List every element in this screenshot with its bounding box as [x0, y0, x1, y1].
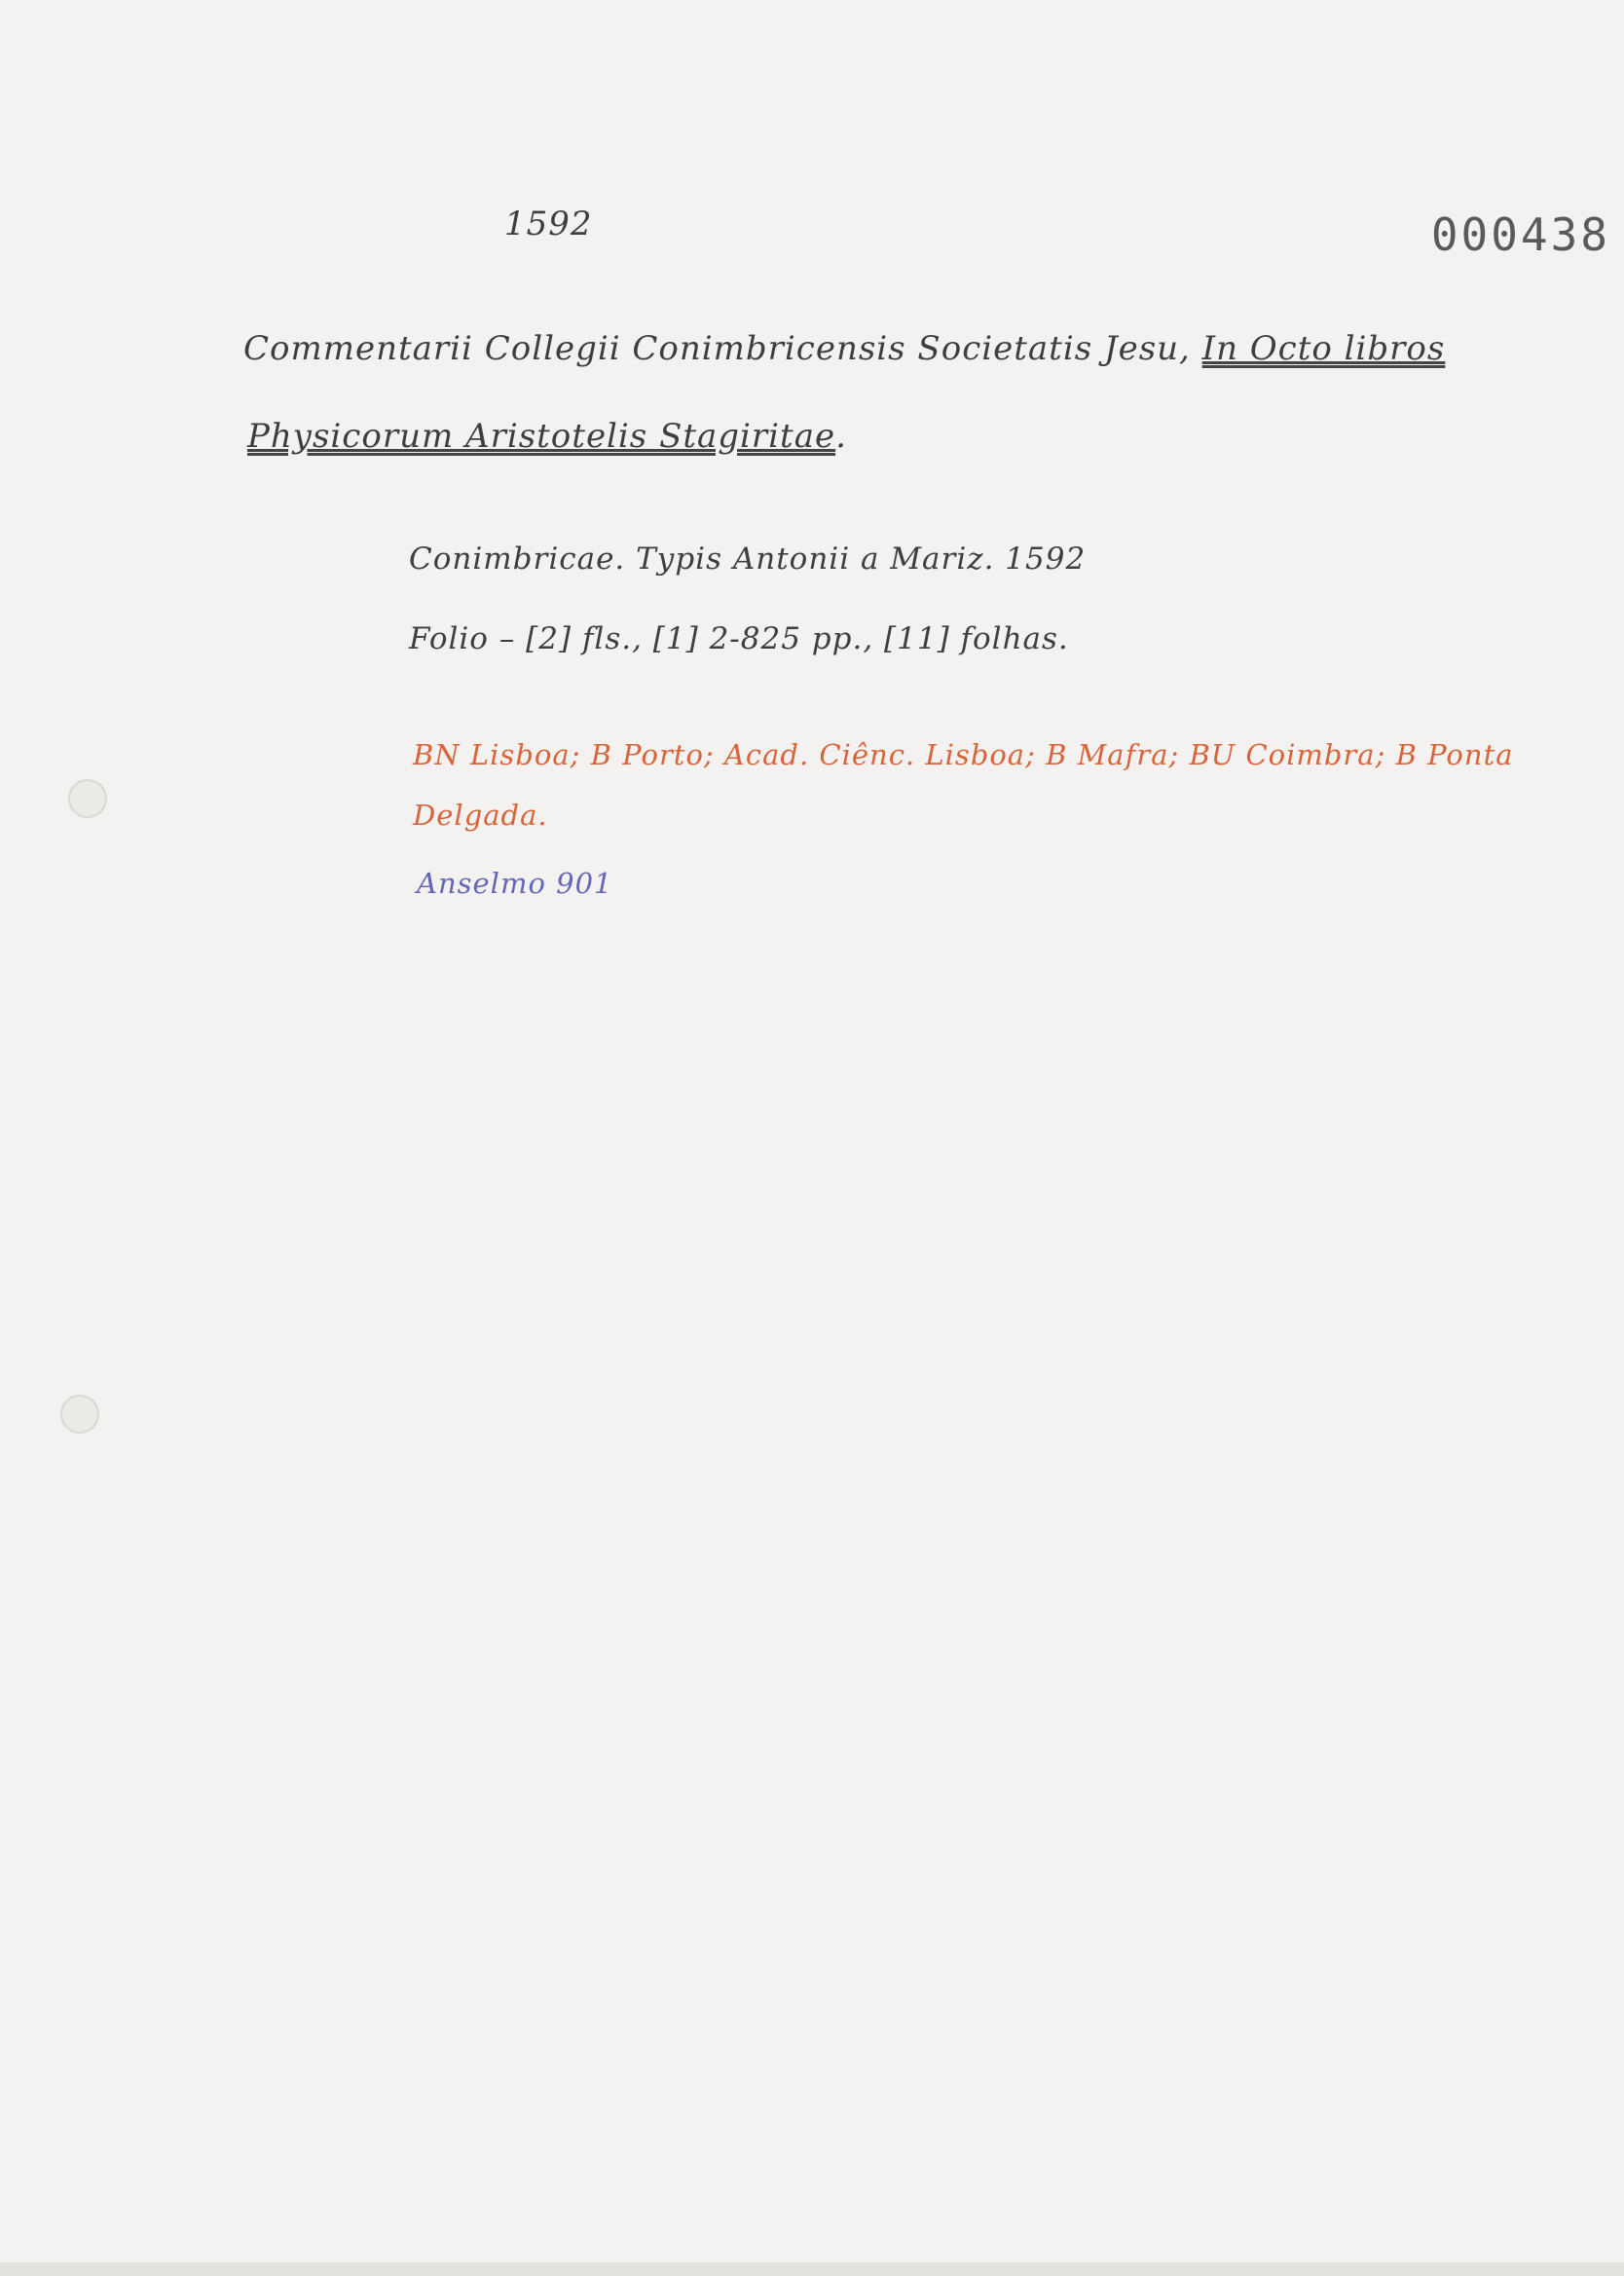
title-line-1: [243, 329, 1445, 368]
record-number: 000438: [1430, 208, 1610, 261]
title-text: Commentarii Collegii Conimbricensis Societatis Jesu,: [243, 329, 1202, 368]
title-text: .: [835, 417, 847, 456]
holdings-line-1: BN Lisboa; B Porto; Acad. Ciênc. Lisboa; B Mafra; BU Coimbra; B Ponta: [413, 738, 1514, 771]
imprint-line: Conimbricae. Typis Antonii a Mariz. 1592: [409, 541, 1087, 577]
holdings-line-2: Delgada.: [413, 799, 548, 832]
title-underlined-text: Physicorum Aristotelis Stagiritae: [247, 417, 836, 456]
title-underlined-text: In Octo libros: [1201, 329, 1446, 368]
collation-line: Folio – [2] fls., [1] 2-825 pp., [11] folhas.: [409, 621, 1069, 656]
bibliographic-reference: Anselmo 901: [417, 867, 613, 900]
year-label: 1592: [504, 205, 593, 243]
punch-hole: [60, 1395, 99, 1434]
punch-hole: [68, 779, 107, 818]
title-line-2: [247, 417, 847, 456]
scan-edge: [0, 2262, 1624, 2276]
